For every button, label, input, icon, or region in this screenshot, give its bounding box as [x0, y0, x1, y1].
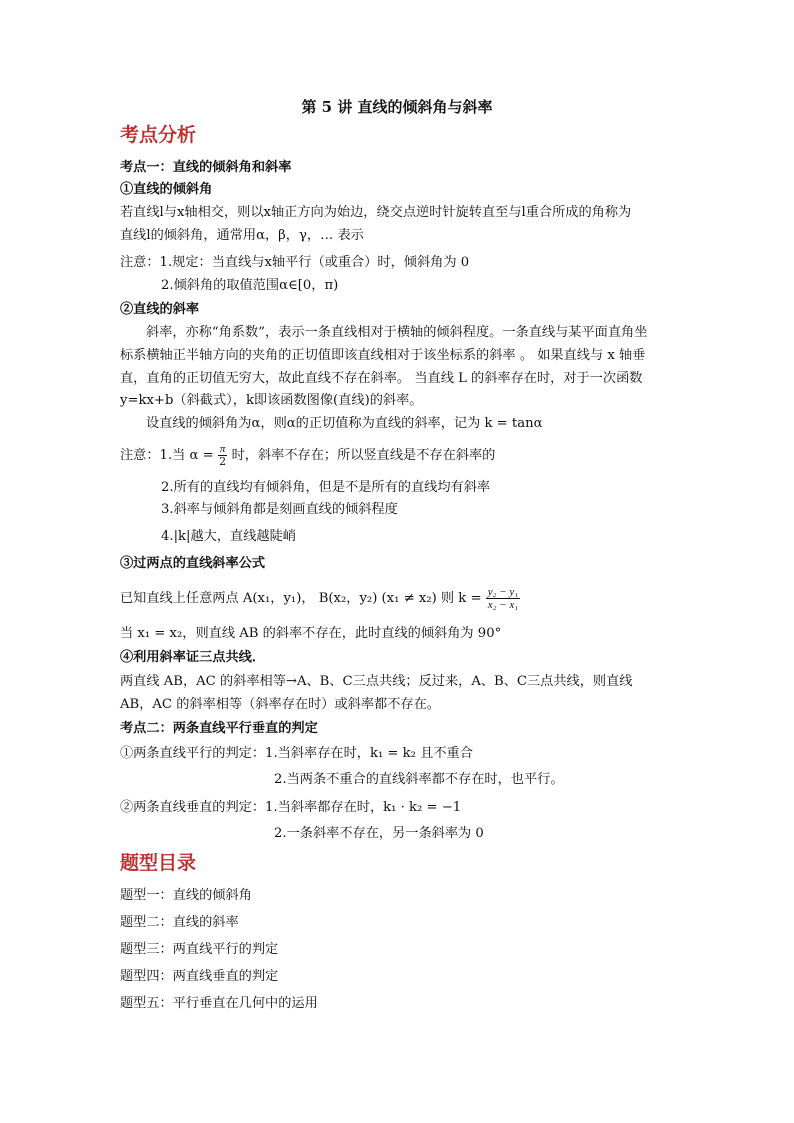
sub2-para-line5: 设直线的倾斜角为α，则α的正切值称为直线的斜率，记为 k = tanα: [146, 416, 543, 431]
page-title: 第 5 讲 直线的倾斜角与斜率: [301, 98, 493, 116]
note1-line2: 2.倾斜角的取值范围α∈[0，π): [161, 278, 339, 293]
sub2-para-line2: 标系横轴正半轴方向的夹角的正切值即该直线相对于该坐标系的斜率 。 如果直线与 x 轴垂: [120, 348, 646, 363]
sub4-title: ④利用斜率证三点共线．: [120, 650, 266, 665]
sub3-line1: [120, 586, 520, 611]
sub4-line1: 两直线 AB，AC 的斜率相等→A、B、C三点共线；反过来，A、B、C三点共线，则直线: [120, 674, 633, 689]
note1-line1: 注意：1.规定：当直线与x轴平行（或重合）时，倾斜角为 0: [120, 255, 470, 270]
kp2-title: 考点二：两条直线平行垂直的判定: [120, 721, 318, 736]
note2-prefix: 注意：1.当 α =: [120, 448, 214, 463]
type-item: 题型五：平行垂直在几何中的运用: [120, 996, 318, 1011]
section-heading-analysis: 考点分析: [120, 124, 197, 146]
note2-line3: 3.斜率与倾斜角都是刻画直线的倾斜程度: [161, 502, 398, 517]
sub1-line2: 直线l的倾斜角，通常用α，β，γ，… 表示: [120, 228, 364, 243]
parallel-line1: ①两条直线平行的判定：1.当斜率存在时，k₁ = k₂ 且不重合: [120, 746, 473, 761]
slope-denominator: x₂ − x₁: [487, 599, 519, 611]
note2-suffix: 时，斜率不存在；所以竖直线是不存在斜率的: [231, 448, 496, 463]
sub3-line2: 当 x₁ = x₂，则直线 AB 的斜率不存在，此时直线的倾斜角为 90°: [120, 626, 502, 641]
note2-line1: [120, 443, 495, 468]
type-item: 题型二：直线的斜率: [120, 915, 239, 930]
sub2-para-line1: 斜率，亦称“角系数”，表示一条直线相对于横轴的倾斜程度。一条直线与某平面直角坐: [146, 325, 648, 340]
sub2-para-line3: 直，直角的正切值无穷大，故此直线不存在斜率。 当直线 L 的斜率存在时，对于一次函数: [120, 371, 643, 386]
slope-numerator: y₂ − y₁: [487, 586, 519, 598]
type-item: 题型一：直线的倾斜角: [120, 888, 252, 903]
type-item: 题型三：两直线平行的判定: [120, 942, 279, 957]
type-item: 题型四：两直线垂直的判定: [120, 969, 279, 984]
sub3-formula-prefix: 已知直线上任意两点 A(x₁，y₁)， B(x₂，y₂) (x₁ ≠ x₂) 则 k =: [120, 591, 482, 606]
sub1-line1: 若直线l与x轴相交，则以x轴正方向为始边，绕交点逆时针旋转直至与l重合所成的角称为: [120, 205, 632, 220]
perpendicular-line1: ②两条直线垂直的判定：1.当斜率都存在时，k₁ · k₂ = −1: [120, 800, 462, 815]
note2-line2: 2.所有的直线均有倾斜角，但是不是所有的直线均有斜率: [161, 480, 491, 495]
sub1-title: ①直线的倾斜角: [120, 182, 213, 197]
sub3-title: ③过两点的直线斜率公式: [120, 556, 266, 571]
fraction-denominator: 2: [219, 455, 227, 468]
fraction-numerator: π: [219, 443, 226, 455]
note2-line4: 4.|k|越大，直线越陡峭: [161, 529, 296, 544]
perpendicular-line2: 2.一条斜率不存在，另一条斜率为 0: [274, 826, 484, 841]
sub2-title: ②直线的斜率: [120, 302, 200, 317]
pi-over-2-fraction: [218, 443, 228, 468]
slope-formula-fraction: [486, 586, 520, 611]
section-heading-types: 题型目录: [120, 852, 197, 874]
sub2-para-line4: y=kx+b（斜截式），k即该函数图像(直线)的斜率。: [120, 393, 423, 408]
parallel-line2: 2.当两条不重合的直线斜率都不存在时，也平行。: [274, 772, 564, 787]
kp1-title: 考点一：直线的倾斜角和斜率: [120, 160, 292, 175]
sub4-line2: AB，AC 的斜率相等（斜率存在时）或斜率都不存在。: [120, 697, 440, 712]
